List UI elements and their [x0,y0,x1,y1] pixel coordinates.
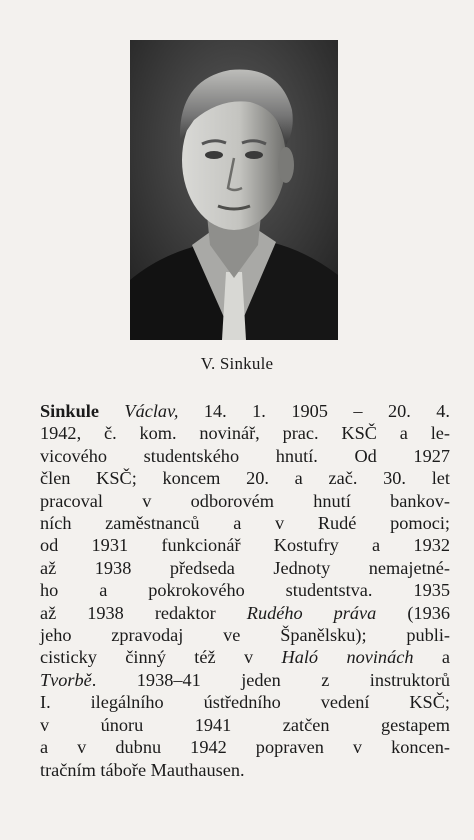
entry-text: 1942, č. kom. novinář, prac. KSČ a le- [40,423,450,444]
entry-line [40,624,450,646]
entry-text: jeho zpravodaj ve Španělsku); publi- [40,625,450,646]
photo-caption: V. Sinkule [200,354,274,373]
entry-text: (1936 [376,602,450,623]
entry-line [40,400,450,422]
entry-line [40,467,450,489]
entry-text: tračním táboře Mauthausen. [40,759,245,780]
entry-text: pracoval v odborovém hnutí bankov- [40,490,450,511]
entry-italic-text: Rudého práva [246,602,377,623]
entry-text: až 1938 redaktor [40,602,247,623]
entry-italic-text: Haló novinách [281,647,414,668]
entry-text: . 1938–41 jeden z instruktorů [91,669,450,690]
entry-text: a v dubnu 1942 popraven v koncen- [40,737,450,758]
entry-text: ho a pokrokového studentstva. 1935 [40,580,450,601]
entry-line [40,714,450,736]
entry-text: cisticky činný též v [40,647,282,668]
entry-surname: Sinkule [40,401,99,421]
entry-line [40,669,450,691]
entry-line [40,759,450,781]
entry-line [40,557,450,579]
entry-line [40,602,450,624]
entry-text: až 1938 předseda Jednoty nemajetné- [40,557,450,578]
entry-line [40,646,450,668]
entry-line [40,490,450,512]
entry-text: v únoru 1941 zatčen gestapem [40,714,450,735]
entry-text [99,401,124,421]
entry-italic-text: Tvorbě [40,669,92,690]
entry-line [40,736,450,758]
entry-line [40,691,450,713]
portrait-photo [130,40,338,340]
entry-line [40,534,450,556]
biography-entry [40,400,450,781]
entry-text: od 1931 funkcionář Kostufry a 1932 [40,535,450,556]
entry-text: a [413,647,450,668]
entry-text: 14. 1. 1905 – 20. 4. [178,401,450,421]
entry-text: ních zaměstnanců a v Rudé pomoci; [40,513,450,534]
entry-italic-text: Václav, [124,401,179,421]
entry-line [40,445,450,467]
entry-text: člen KSČ; koncem 20. a zač. 30. let [40,468,450,489]
entry-line [40,422,450,444]
entry-text: I. ilegálního ústředního vedení KSČ; [40,692,450,713]
entry-text: vicového studentského hnutí. Od 1927 [40,445,450,466]
entry-line [40,512,450,534]
entry-line [40,579,450,601]
portrait-image [130,40,338,340]
